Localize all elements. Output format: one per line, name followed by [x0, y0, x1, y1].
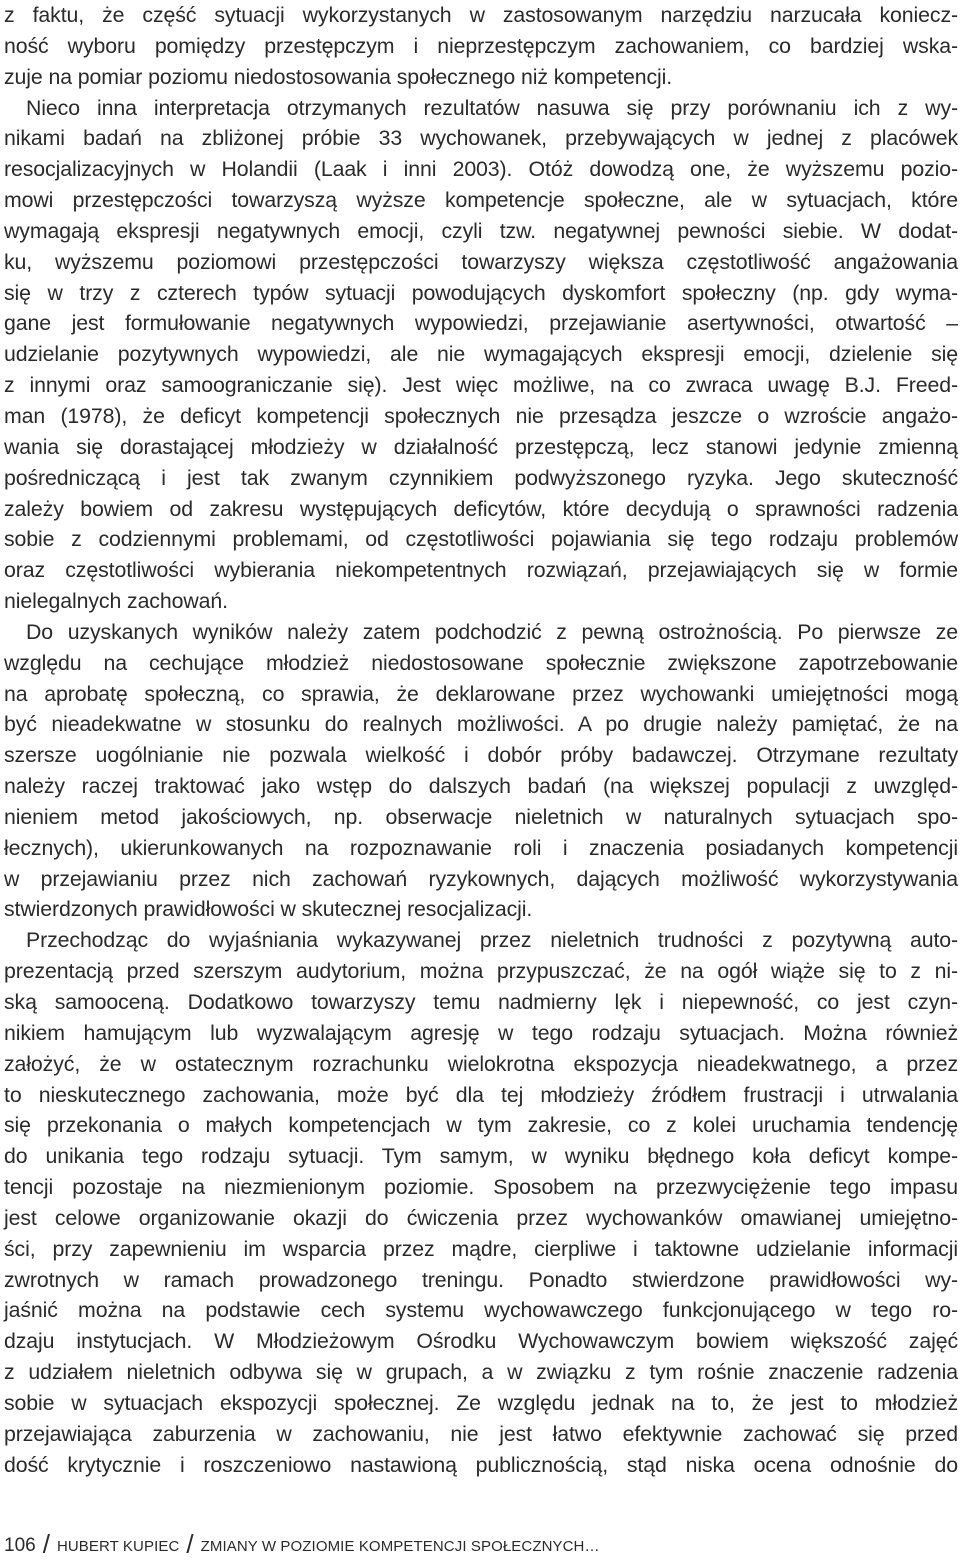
- text-line: się w trzy z czterech typów sytuacji powodujących dyskomfort społeczny (np. gdy wyma-: [4, 280, 958, 305]
- text-line: zależy bowiem od zakresu występujących deficytów, które decydują o sprawności radzenia: [4, 496, 958, 521]
- text-line: do unikania tego rodzaju sytuacji. Tym samym, w wyniku błędnego koła deficyt kompe-: [4, 1144, 958, 1169]
- text-line: oraz częstotliwości wybierania niekompetentnych rozwiązań, przejawiających się w formie: [4, 558, 958, 583]
- text-line: to nieskutecznego zachowania, może być dla tej młodzieży źródłem frustracji i utrwalania: [4, 1082, 958, 1107]
- text-line: prezentacją przed szerszym audytorium, można przypuszczać, że na ogół wiąże się to z ni-: [4, 959, 958, 984]
- text-line: Do uzyskanych wyników należy zatem podchodzić z pewną ostrożnością. Po pierwsze ze: [26, 619, 958, 644]
- footer-separator: /: [186, 1529, 194, 1559]
- text-line: zuje na pomiar poziomu niedostosowania społecznego niż kompetencji.: [4, 64, 673, 89]
- text-line: dość krytycznie i roszczeniowo nastawioną publicznością, stąd niska ocena odnośnie do: [4, 1452, 958, 1477]
- text-line: z udziałem nieletnich odbywa się w grupach, a w związku z tym rośnie znaczenie radzenia: [4, 1360, 958, 1385]
- text-line: na aprobatę społeczną, co sprawia, że deklarowane przez wychowanki umiejętności mogą: [4, 681, 958, 706]
- text-line: w przejawianiu przez nich zachowań ryzykownych, dających możliwość wykorzystywania: [4, 866, 958, 891]
- text-line: dzaju instytucjach. W Młodzieżowym Ośrodku Wychowawczym bowiem większość zajęć: [4, 1329, 958, 1354]
- text-line: jest celowe organizowanie okazji do ćwiczenia przez wychowanków omawianej umiejętno-: [4, 1205, 958, 1230]
- text-line: z faktu, że część sytuacji wykorzystanych w zastosowanym narzędziu narzucała koniecz-: [4, 3, 958, 27]
- text-line: Przechodząc do wyjaśniania wykazywanej przez nieletnich trudności z pozytywną auto-: [26, 928, 958, 953]
- text-line: przejawiająca zaburzenia w zachowaniu, nie jest łatwo efektywnie zachować się przed: [4, 1421, 958, 1446]
- text-line: wania się dorastającej młodzieży w działalność przestępczą, lecz stanowi jedynie zmienną: [4, 434, 958, 459]
- text-line: mowi przestępczości towarzyszą wyższe kompetencje społeczne, ale w sytuacjach, które: [4, 188, 958, 213]
- text-line: ku, wyższemu poziomowi przestępczości towarzyszy większa częstotliwość angażowania: [4, 249, 958, 274]
- text-line: nieniem metod jakościowych, np. obserwacje nieletnich w naturalnych sytuacjach spo-: [4, 804, 958, 829]
- text-line: łecznych), ukierunkowanych na rozpoznawanie roli i znaczenia posiadanych kompetencji: [4, 835, 958, 860]
- text-line: Nieco inna interpretacja otrzymanych rezultatów nasuwa się przy porównaniu ich z wy-: [26, 95, 958, 120]
- text-line: ność wyboru pomiędzy przestępczym i nieprzestępczym zachowaniem, co bardziej wska-: [4, 33, 958, 58]
- footer-title: ZMIANY W POZIOMIE KOMPETENCJI SPOŁECZNYCH…: [200, 1538, 600, 1555]
- text-line: nielegalnych zachowań.: [4, 589, 228, 614]
- text-line: gane jest formułowanie negatywnych wypowiedzi, przejawianie asertywności, otwartość –: [4, 311, 958, 336]
- footer-separator: /: [42, 1529, 50, 1559]
- text-line: sobie z codziennymi problemami, od częstotliwości pojawiania się tego rodzaju problemów: [4, 527, 958, 552]
- text-line: z innymi oraz samoograniczanie się). Jest więc możliwe, na co zwraca uwagę B.J. Freed-: [4, 373, 958, 398]
- text-line: udzielanie pozytywnych wypowiedzi, ale nie wymagających ekspresji emocji, dzielenie się: [4, 342, 958, 367]
- text-line: stwierdzonych prawidłowości w skutecznej resocjalizacji.: [4, 897, 533, 922]
- text-line: szersze uogólnianie nie pozwala wielkość i dobór próby badawczej. Otrzymane rezultaty: [4, 743, 958, 768]
- text-line: man (1978), że deficyt kompetencji społecznych nie przesądza jeszcze o wzroście angażo-: [4, 403, 958, 428]
- text-line: założyć, że w ostatecznym rozrachunku wielokrotna ekspozycja nieadekwatnego, a przez: [4, 1051, 958, 1076]
- text-line: sobie w sytuacjach ekspozycji społecznej. Ze względu jednak na to, że jest to młodzież: [4, 1390, 958, 1415]
- footer-author: HUBERT KUPIEC: [56, 1538, 180, 1555]
- text-line: nikiem hamującym lub wyzwalającym agresję w tego rodzaju sytuacjach. Można również: [4, 1020, 958, 1045]
- text-line: nikami badań na zbliżonej próbie 33 wychowanek, przebywających w jednej z placówek: [4, 126, 958, 151]
- text-line: względu na cechujące młodzież niedostosowane społecznie zwiększone zapotrzebowanie: [4, 650, 958, 675]
- page-footer: [4, 1529, 600, 1559]
- text-line: ską samooceną. Dodatkowo towarzyszy temu nadmierny lęk i niepewność, co jest czyn-: [4, 990, 958, 1014]
- text-line: pośredniczącą i jest tak zwanym czynnikiem podwyższonego ryzyka. Jego skuteczność: [4, 465, 958, 490]
- text-line: wymagają ekspresji negatywnych emocji, czyli tzw. negatywnej pewności siebie. W dodat-: [4, 218, 958, 243]
- text-line: należy raczej traktować jako wstęp do dalszych badań (na większej populacji z uwzględ-: [4, 774, 958, 799]
- text-line: zwrotnych w ramach prowadzonego treningu. Ponadto stwierdzone prawidłowości wy-: [4, 1267, 958, 1292]
- text-line: tencji pozostaje na niezmienionym poziomie. Sposobem na przezwyciężenie tego impasu: [4, 1175, 958, 1200]
- text-line: ści, przy zapewnieniu im wsparcia przez mądre, cierpliwe i taktowne udzielanie informacji: [4, 1236, 958, 1261]
- page-body: [4, 0, 958, 1481]
- text-line: być nieadekwatne w stosunku do realnych możliwości. A po drugie należy pamiętać, że na: [4, 712, 958, 737]
- text-line: resocjalizacyjnych w Holandii (Laak i inni 2003). Otóż dowodzą one, że wyższemu pozio-: [4, 157, 958, 182]
- page-number: 106: [4, 1535, 36, 1556]
- text-line: się przekonania o małych kompetencjach w tym zakresie, co z kolei uruchamia tendencję: [4, 1113, 958, 1138]
- text-line: jaśnić można na podstawie cech systemu wychowawczego funkcjonującego w tego ro-: [4, 1298, 958, 1323]
